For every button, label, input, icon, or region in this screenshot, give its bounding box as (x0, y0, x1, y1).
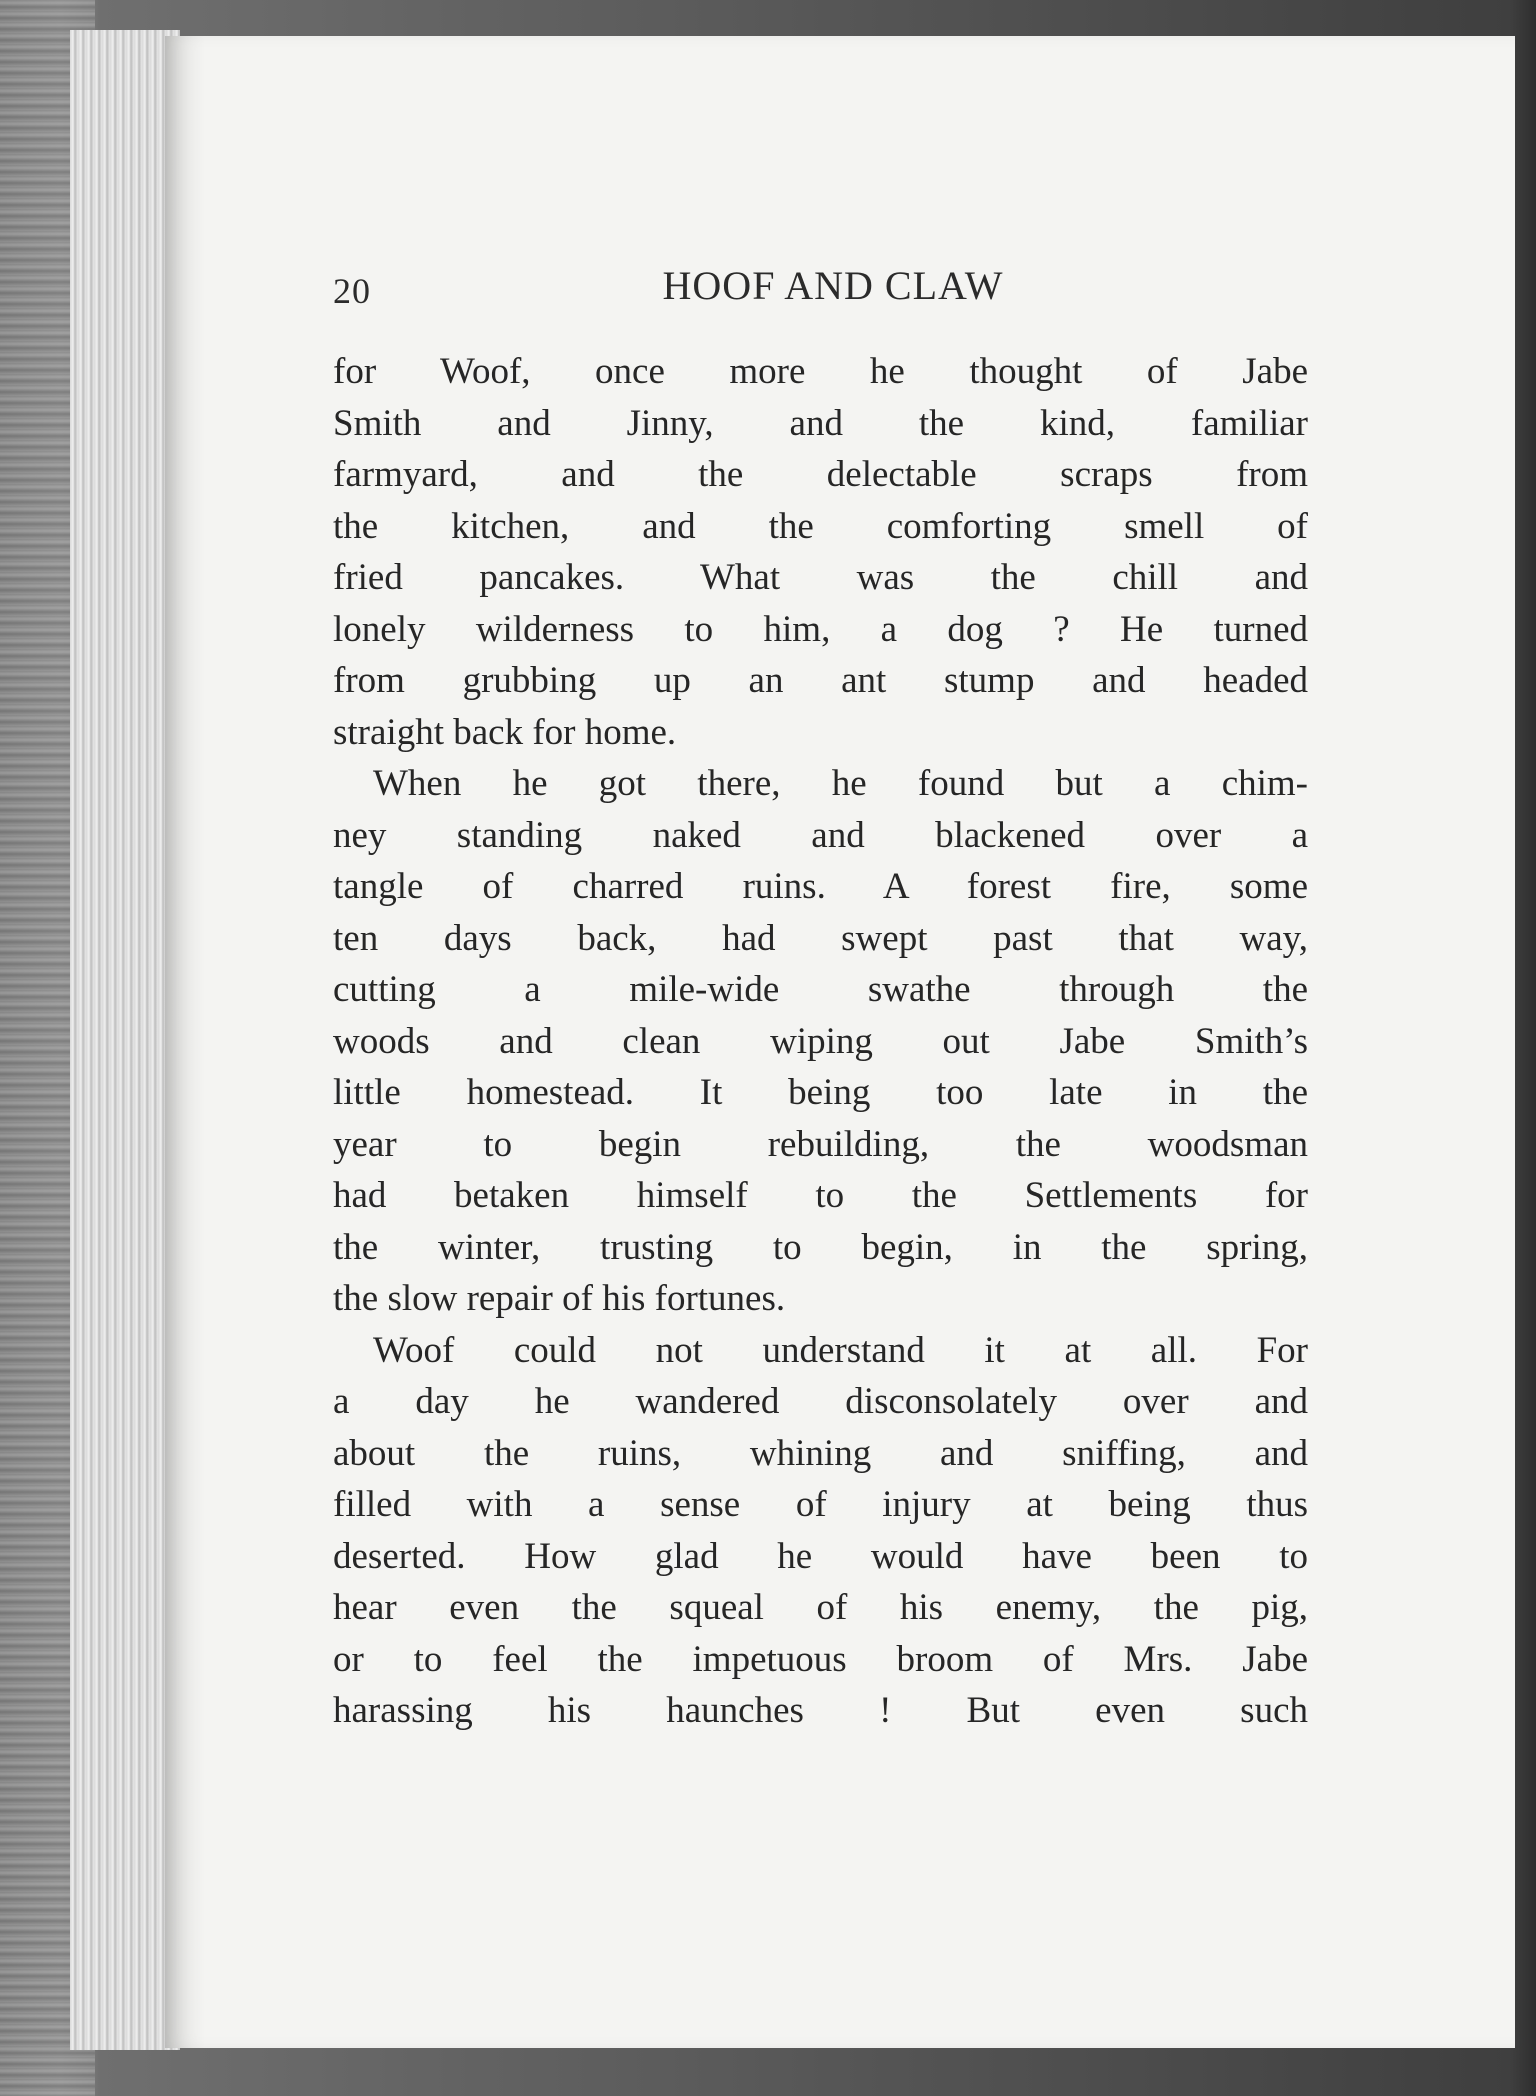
text-line: little homestead. It being too late in the (333, 1072, 1308, 1113)
book-title: HOOF AND CLAW (662, 263, 1004, 308)
page-edges (70, 30, 180, 2050)
paragraph (333, 1325, 1308, 1737)
text-line: the kitchen, and the comforting smell of (333, 505, 1308, 547)
text-line: the slow repair of his fortunes. (333, 1278, 786, 1319)
text-line: deserted. How glad he would have been to (333, 1535, 1308, 1577)
text-line: year to begin rebuilding, the woodsman (333, 1123, 1308, 1165)
paragraph (333, 758, 1308, 1325)
text-line: lonely wilderness to him, a dog ? He turned (333, 608, 1308, 650)
text-line: or to feel the impetuous broom of Mrs. Jabe (333, 1638, 1308, 1680)
text-line: cutting a mile-wide swathe through the (333, 969, 1308, 1010)
text-line: woods and clean wiping out Jabe Smith’s (333, 1020, 1308, 1062)
body-text (333, 346, 1308, 1737)
text-line: straight back for home. (333, 711, 677, 753)
text-line: had betaken himself to the Settlements for (333, 1175, 1308, 1216)
text-line: Woof could not understand it at all. For (373, 1329, 1308, 1371)
text-line: hear even the squeal of his enemy, the pig, (333, 1587, 1308, 1628)
running-head (333, 262, 1313, 322)
text-line: Smith and Jinny, and the kind, familiar (333, 402, 1308, 444)
text-line: a day he wandered disconsolately over and (333, 1381, 1308, 1422)
paragraph (333, 346, 1308, 758)
text-line: When he got there, he found but a chim- (373, 763, 1308, 804)
text-line: harassing his haunches ! But even such (333, 1690, 1308, 1731)
text-line: the winter, trusting to begin, in the spring, (333, 1226, 1308, 1268)
page-number: 20 (333, 271, 371, 311)
text-line: tangle of charred ruins. A forest fire, some (333, 866, 1308, 907)
text-line: fried pancakes. What was the chill and (333, 557, 1308, 598)
text-line: filled with a sense of injury at being thus (333, 1484, 1308, 1525)
text-line: ten days back, had swept past that way, (333, 917, 1308, 959)
text-line: farmyard, and the delectable scraps from (333, 454, 1308, 495)
gutter-shadow (165, 36, 205, 2048)
text-line: for Woof, once more he thought of Jabe (333, 351, 1308, 392)
text-line: from grubbing up an ant stump and headed (333, 660, 1308, 701)
text-line: ney standing naked and blackened over a (333, 814, 1308, 856)
text-line: about the ruins, whining and sniffing, and (333, 1432, 1308, 1474)
